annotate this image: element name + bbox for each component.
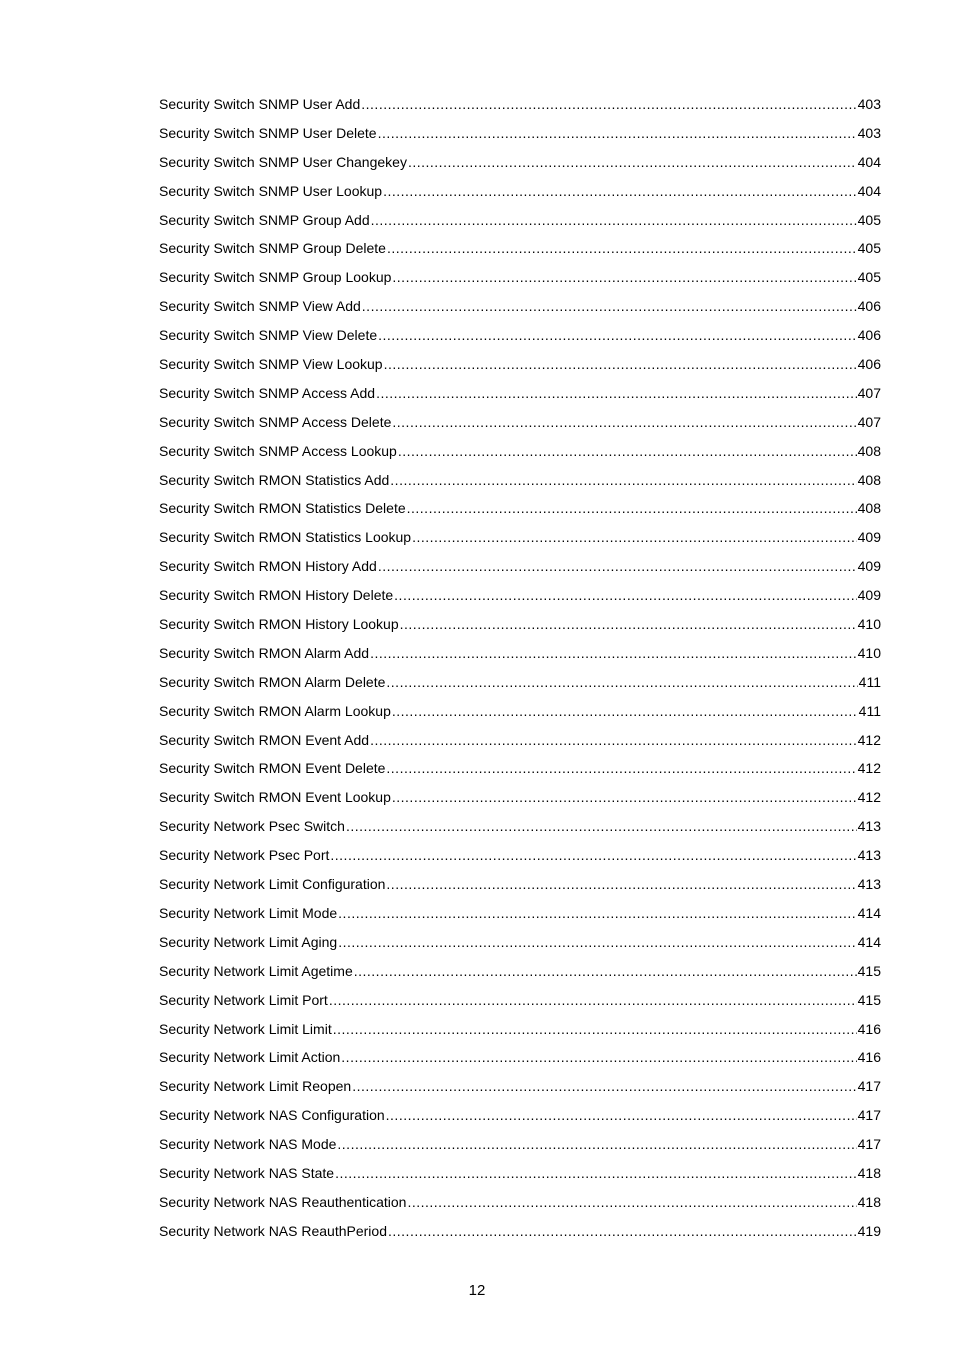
toc-dot-leader	[362, 292, 857, 321]
toc-dot-leader	[378, 321, 857, 350]
toc-dot-leader	[398, 437, 857, 466]
toc-dot-leader	[408, 148, 857, 177]
toc-dot-leader	[394, 581, 856, 610]
toc-entry[interactable]	[159, 408, 881, 437]
toc-dot-leader	[383, 177, 857, 206]
toc-dot-leader	[338, 899, 856, 928]
toc-entry-title: Security Network Limit Port	[159, 991, 328, 1008]
toc-entry-page: 411	[858, 702, 881, 719]
toc-entry-title: Security Switch RMON History Add	[159, 558, 377, 575]
toc-entry-page: 413	[857, 818, 881, 835]
toc-entry[interactable]	[159, 148, 881, 177]
toc-dot-leader	[370, 639, 857, 668]
toc-entry-title: Security Switch SNMP Group Lookup	[159, 269, 392, 286]
toc-entry-page: 403	[857, 124, 881, 141]
toc-entry-page: 408	[857, 471, 881, 488]
toc-entry-title: Security Switch SNMP Access Add	[159, 384, 376, 401]
toc-entry-page: 409	[857, 529, 881, 546]
toc-dot-leader	[388, 1217, 857, 1246]
toc-entry-title: Security Switch RMON Alarm Delete	[159, 673, 386, 690]
toc-entry-page: 408	[857, 500, 881, 517]
toc-entry-title: Security Switch SNMP Group Delete	[159, 240, 386, 257]
toc-entry[interactable]	[159, 986, 881, 1015]
toc-entry-title: Security Network NAS State	[159, 1164, 335, 1181]
toc-entry-title: Security Network Limit Action	[159, 1049, 341, 1066]
toc-entry-title: Security Switch SNMP View Lookup	[159, 356, 383, 373]
toc-entry[interactable]	[159, 639, 881, 668]
toc-dot-leader	[390, 466, 856, 495]
toc-entry-title: Security Switch RMON Event Delete	[159, 760, 386, 777]
toc-dot-leader	[361, 90, 856, 119]
toc-entry[interactable]	[159, 379, 881, 408]
toc-dot-leader	[330, 841, 856, 870]
toc-entry[interactable]	[159, 466, 881, 495]
toc-entry[interactable]	[159, 119, 881, 148]
toc-dot-leader	[392, 783, 857, 812]
toc-entry[interactable]	[159, 870, 881, 899]
toc-entry-title: Security Switch RMON Statistics Delete	[159, 500, 406, 517]
toc-entry-title: Security Network Psec Switch	[159, 818, 345, 835]
toc-entry-page: 406	[857, 298, 881, 315]
toc-dot-leader	[376, 379, 857, 408]
toc-entry-title: Security Network NAS ReauthPeriod	[159, 1222, 387, 1239]
toc-entry-page: 404	[857, 182, 881, 199]
toc-entry[interactable]	[159, 1217, 881, 1246]
toc-entry[interactable]	[159, 1015, 881, 1044]
toc-dot-leader	[412, 523, 857, 552]
toc-dot-leader	[392, 697, 858, 726]
toc-dot-leader	[371, 206, 857, 235]
toc-dot-leader	[338, 928, 856, 957]
toc-entry[interactable]	[159, 841, 881, 870]
toc-entry-title: Security Network NAS Mode	[159, 1136, 337, 1153]
toc-dot-leader	[337, 1130, 856, 1159]
toc-dot-leader	[392, 408, 856, 437]
toc-entry[interactable]	[159, 494, 881, 523]
toc-entry-title: Security Switch SNMP Group Add	[159, 211, 370, 228]
toc-entry-page: 416	[857, 1020, 881, 1037]
toc-entry[interactable]	[159, 350, 881, 379]
toc-entry-page: 405	[857, 240, 881, 257]
toc-entry-page: 418	[857, 1164, 881, 1181]
toc-entry[interactable]	[159, 1072, 881, 1101]
toc-entry[interactable]	[159, 321, 881, 350]
toc-entry-page: 404	[857, 153, 881, 170]
toc-entry-page: 409	[857, 587, 881, 604]
toc-entry-title: Security Switch SNMP User Delete	[159, 124, 377, 141]
toc-dot-leader	[370, 726, 857, 755]
toc-dot-leader	[333, 1015, 857, 1044]
toc-entry-page: 410	[857, 616, 881, 633]
toc-entry-title: Security Network Limit Configuration	[159, 876, 386, 893]
toc-entry-page: 403	[857, 96, 881, 112]
toc-entry-title: Security Switch SNMP Access Delete	[159, 413, 392, 430]
toc-entry-title: Security Network NAS Reauthentication	[159, 1193, 407, 1210]
toc-entry[interactable]	[159, 899, 881, 928]
toc-entry-page: 417	[857, 1078, 881, 1095]
toc-dot-leader	[346, 812, 857, 841]
toc-entry[interactable]	[159, 1130, 881, 1159]
toc-entry-title: Security Switch RMON Alarm Add	[159, 644, 370, 661]
toc-entry[interactable]	[159, 581, 881, 610]
toc-dot-leader	[392, 263, 856, 292]
toc-entry[interactable]	[159, 957, 881, 986]
toc-entry[interactable]	[159, 610, 881, 639]
page-number: 12	[468, 1282, 486, 1299]
toc-entry-page: 417	[857, 1136, 881, 1153]
toc-entry[interactable]	[159, 1188, 881, 1217]
toc-entry[interactable]	[159, 928, 881, 957]
toc-entry[interactable]	[159, 437, 881, 466]
toc-dot-leader	[400, 610, 857, 639]
toc-entry-page: 417	[857, 1107, 881, 1124]
toc-entry-title: Security Switch SNMP Access Lookup	[159, 442, 397, 459]
toc-entry-page: 411	[858, 673, 881, 690]
toc-entry-page: 412	[857, 731, 881, 748]
toc-entry[interactable]	[159, 552, 881, 581]
toc-entry[interactable]	[159, 697, 881, 726]
toc-entry-page: 405	[857, 211, 881, 228]
toc-entry-title: Security Network Limit Aging	[159, 933, 338, 950]
toc-entry-title: Security Switch SNMP User Add	[159, 96, 361, 112]
toc-entry-title: Security Switch RMON History Lookup	[159, 616, 399, 633]
toc-entry[interactable]	[159, 206, 881, 235]
toc-entry-page: 412	[857, 789, 881, 806]
toc-entry-title: Security Switch SNMP View Add	[159, 298, 361, 315]
toc-entry-title: Security Network Limit Agetime	[159, 962, 353, 979]
toc-entry-page: 407	[857, 413, 881, 430]
toc-entry-page: 407	[857, 384, 881, 401]
toc-dot-leader	[341, 1043, 856, 1072]
toc-entry[interactable]	[159, 263, 881, 292]
toc-entry[interactable]	[159, 726, 881, 755]
toc-entry-title: Security Network Psec Port	[159, 847, 330, 864]
toc-entry-title: Security Network Limit Mode	[159, 904, 338, 921]
toc-entry-title: Security Switch SNMP User Lookup	[159, 182, 383, 199]
toc-entry-title: Security Network Limit Limit	[159, 1020, 332, 1037]
toc-entry[interactable]	[159, 754, 881, 783]
toc-entry-title: Security Switch RMON Statistics Lookup	[159, 529, 412, 546]
toc-entry[interactable]	[159, 1043, 881, 1072]
toc-dot-leader	[352, 1072, 856, 1101]
toc-entry-title: Security Switch SNMP User Changekey	[159, 153, 407, 170]
toc-dot-leader	[407, 1188, 856, 1217]
toc-entry-title: Security Switch RMON Statistics Add	[159, 471, 390, 488]
toc-entry-page: 409	[857, 558, 881, 575]
toc-entry-page: 414	[857, 933, 881, 950]
toc-entry[interactable]	[159, 90, 881, 119]
toc-dot-leader	[329, 986, 857, 1015]
toc-entry-title: Security Switch RMON Event Lookup	[159, 789, 391, 806]
toc-entry-title: Security Switch SNMP View Delete	[159, 327, 378, 344]
toc-dot-leader	[384, 350, 857, 379]
toc-entry-page: 413	[857, 876, 881, 893]
toc-dot-leader	[407, 494, 857, 523]
toc-entry-title: Security Switch RMON History Delete	[159, 587, 394, 604]
toc-entry[interactable]	[159, 292, 881, 321]
toc-entry[interactable]	[159, 523, 881, 552]
toc-entry-page: 413	[857, 847, 881, 864]
toc-entry-page: 414	[857, 904, 881, 921]
toc-entry-page: 410	[857, 644, 881, 661]
toc-entry[interactable]	[159, 177, 881, 206]
toc-entry-page: 415	[857, 962, 881, 979]
toc-entry-title: Security Network Limit Reopen	[159, 1078, 352, 1095]
toc-dot-leader	[335, 1159, 857, 1188]
toc-dot-leader	[387, 234, 857, 263]
toc-entry-page: 412	[857, 760, 881, 777]
toc-entry-page: 419	[857, 1222, 881, 1239]
toc-dot-leader	[386, 668, 857, 697]
toc-dot-leader	[386, 1101, 857, 1130]
toc-entry[interactable]	[159, 1159, 881, 1188]
toc-entry-page: 408	[857, 442, 881, 459]
toc-dot-leader	[378, 552, 857, 581]
toc-entry-page: 406	[857, 356, 881, 373]
toc-entry-page: 415	[857, 991, 881, 1008]
table-of-contents	[159, 90, 881, 1246]
toc-entry-page: 406	[857, 327, 881, 344]
toc-entry-title: Security Switch RMON Alarm Lookup	[159, 702, 391, 719]
toc-entry-title: Security Network NAS Configuration	[159, 1107, 385, 1124]
toc-entry-page: 405	[857, 269, 881, 286]
toc-entry[interactable]	[159, 1101, 881, 1130]
toc-entry-page: 416	[857, 1049, 881, 1066]
toc-dot-leader	[386, 754, 856, 783]
toc-entry-page: 418	[857, 1193, 881, 1210]
toc-dot-leader	[354, 957, 857, 986]
toc-entry[interactable]	[159, 234, 881, 263]
toc-entry[interactable]	[159, 812, 881, 841]
toc-dot-leader	[378, 119, 857, 148]
toc-entry[interactable]	[159, 783, 881, 812]
toc-entry[interactable]	[159, 668, 881, 697]
toc-dot-leader	[386, 870, 856, 899]
toc-entry-title: Security Switch RMON Event Add	[159, 731, 370, 748]
